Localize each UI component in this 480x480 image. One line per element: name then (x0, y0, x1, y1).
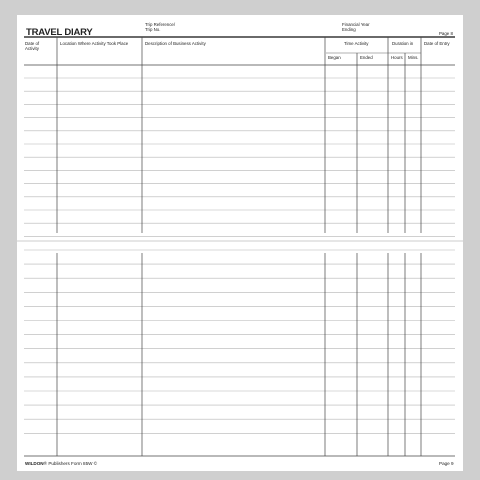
diary-grid (17, 15, 463, 471)
date-header-line2: Activity (25, 45, 39, 51)
column-header-began: Began (328, 55, 341, 60)
column-header-time-activity: Time Activity (344, 41, 369, 46)
column-header-date-of-entry: Date of Entry (424, 41, 450, 46)
financial-year-label (342, 23, 370, 33)
trip-reference-line1: Trip Reference/ (145, 22, 176, 27)
page-number-bottom: Page 9 (439, 461, 454, 466)
column-header-hours: Hours (391, 55, 403, 60)
column-header-location: Location Where Activity Took Place (60, 41, 129, 46)
trip-reference-label (145, 23, 175, 33)
page-number-top: Page 8 (439, 31, 453, 36)
column-header-description: Description of Business Activity (145, 41, 206, 46)
column-header-mins: Mins. (408, 55, 419, 60)
publisher-footer (25, 462, 97, 467)
date-header-line1: Date of (25, 41, 40, 46)
diary-page (17, 15, 463, 471)
financial-year-line2: Ending (342, 26, 356, 32)
financial-year-line1: Financial Year (342, 22, 370, 27)
column-header-duration: Duration in (392, 41, 414, 46)
trip-reference-line2: Trip No. (145, 26, 161, 32)
brand-registered-mark: ® (43, 461, 48, 466)
brand-name: WILDON (25, 461, 44, 466)
page-title: TRAVEL DIARY (26, 27, 93, 38)
publisher-form: Publishers Form 85W © (48, 461, 98, 466)
column-header-date-of-activity (25, 42, 39, 52)
column-header-ended: Ended (360, 55, 373, 60)
